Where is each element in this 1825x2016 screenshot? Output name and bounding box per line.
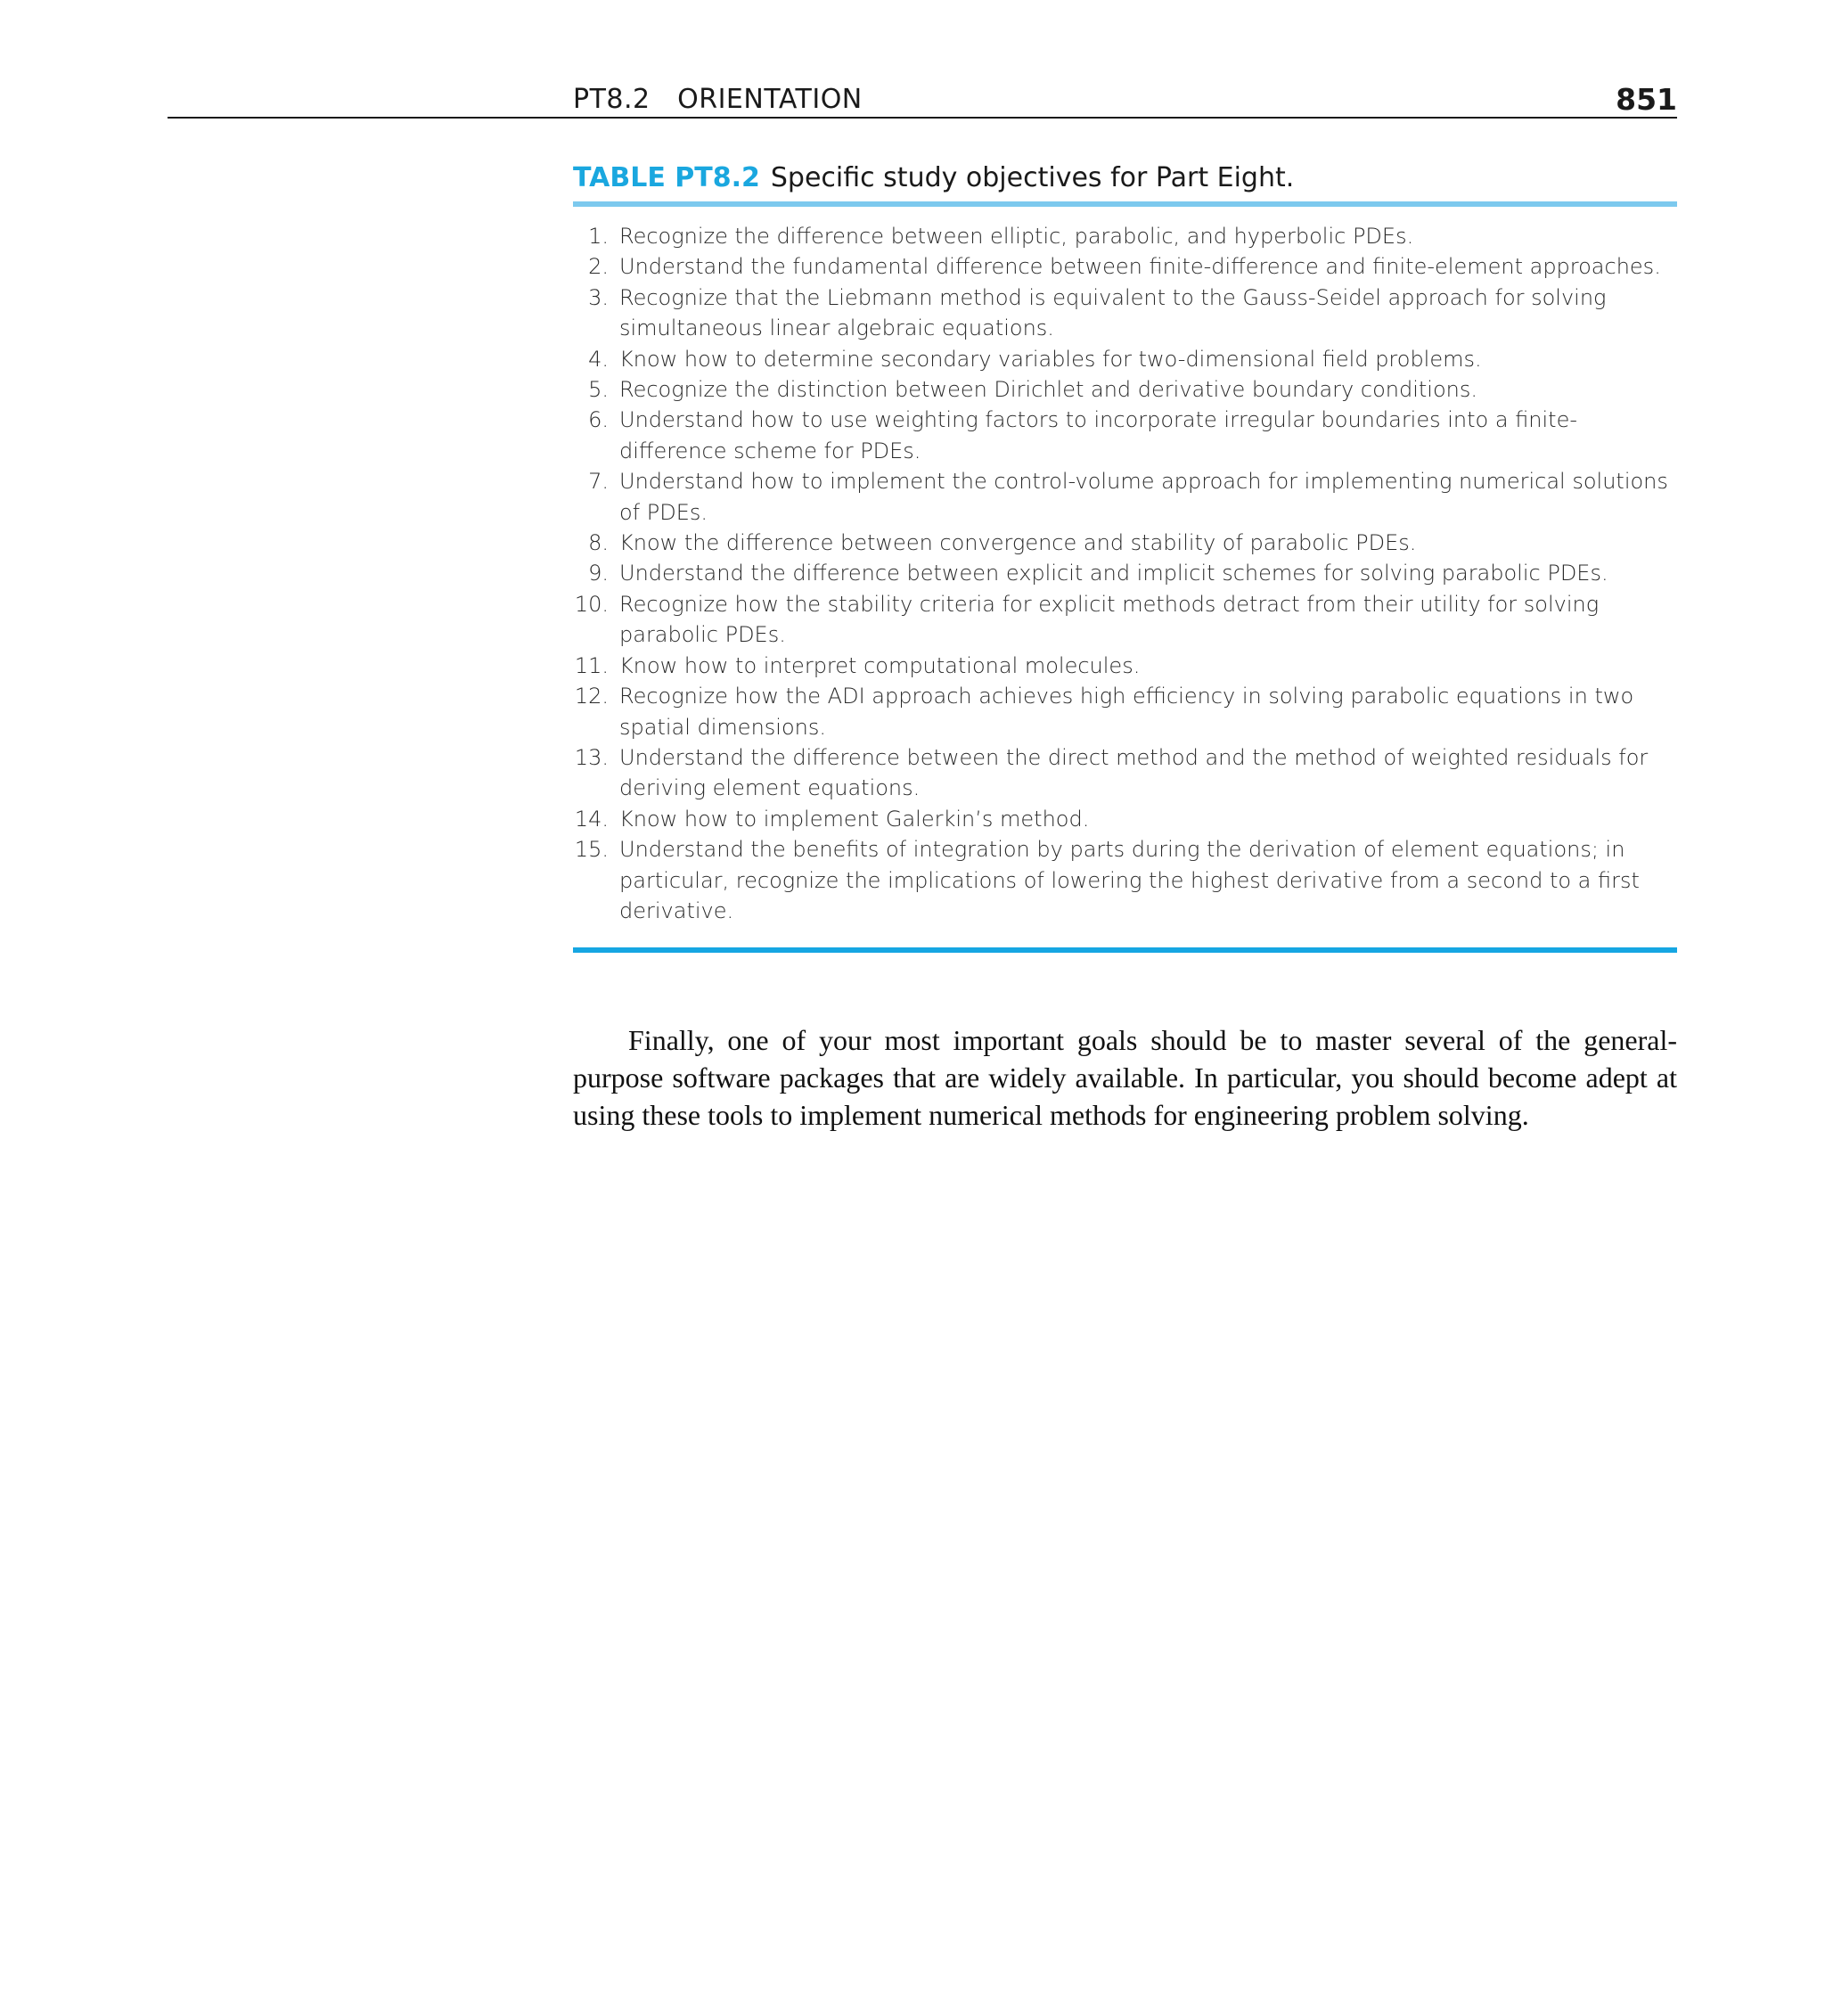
objective-text: Recognize how the ADI approach achieves high efficiency in solving parabolic equations in two spatial dimensions. (619, 684, 1634, 740)
table-caption-text: Specific study objectives for Part Eight. (770, 162, 1295, 193)
objective-item (573, 681, 1677, 742)
objective-text: Know how to interpret computational molecules. (619, 652, 1141, 678)
objective-text: Understand how to implement the control-volume approach for implementing numerical solutions of PDEs. (619, 469, 1668, 525)
objective-text: Understand the difference between the direct method and the method of weighted residuals for deriving element equations. (619, 744, 1649, 801)
objective-number: 8. (588, 530, 609, 556)
header-rule (168, 117, 1677, 119)
objective-item (573, 374, 1677, 405)
objective-text: Know how to implement Galerkin’s method. (619, 806, 1090, 832)
objective-item (573, 221, 1677, 251)
objective-item (573, 804, 1677, 834)
objective-item (573, 589, 1677, 651)
objective-text: Know how to determine secondary variables for two-dimensional field problems. (619, 346, 1482, 372)
objectives-table (573, 159, 1677, 953)
table-bottom-rule (573, 947, 1677, 953)
objective-number: 3. (588, 284, 609, 310)
objective-text: Understand how to use weighting factors to incorporate irregular boundaries into a finite-difference scheme for PDEs. (619, 407, 1578, 463)
objective-item (573, 528, 1677, 558)
objective-number: 12. (574, 684, 609, 709)
table-label: TABLE PT8.2 (573, 162, 760, 193)
objective-number: 13. (574, 744, 609, 770)
page-number: 851 (1616, 82, 1677, 117)
objective-text: Recognize that the Liebmann method is equivalent to the Gauss-Seidel approach for solving simultaneous linear algebraic equations. (619, 284, 1607, 341)
objective-item (573, 344, 1677, 374)
objective-number: 1. (588, 224, 609, 249)
objective-item (573, 834, 1677, 926)
running-head (573, 84, 1677, 119)
objective-text: Understand the benefits of integration by parts during the derivation of element equations; in particular, recognize the implications of lowering the highest derivative from a second to a first derivative. (619, 837, 1640, 923)
objective-item (573, 558, 1677, 588)
objective-item (573, 651, 1677, 681)
objective-item (573, 405, 1677, 466)
table-caption (573, 159, 1677, 198)
objective-text: Know the difference between convergence and stability of parabolic PDEs. (619, 530, 1417, 556)
objective-text: Recognize the difference between elliptic, parabolic, and hyperbolic PDEs. (619, 224, 1414, 249)
objective-number: 10. (574, 591, 609, 617)
objective-text: Recognize the distinction between Dirichlet and derivative boundary conditions. (619, 377, 1477, 403)
objectives-list (573, 221, 1677, 926)
objective-number: 2. (588, 254, 609, 280)
objective-number: 6. (588, 407, 609, 433)
objective-text: Recognize how the stability criteria for explicit methods detract from their utility for solving parabolic PDEs. (619, 591, 1600, 648)
objective-item (573, 251, 1677, 282)
objective-number: 15. (574, 837, 609, 863)
objective-number: 7. (588, 469, 609, 495)
objective-text: Understand the difference between explicit and implicit schemes for solving parabolic PDEs. (619, 561, 1608, 586)
objective-number: 11. (574, 652, 609, 678)
objective-item (573, 283, 1677, 344)
objective-number: 5. (588, 377, 609, 403)
objective-number: 9. (588, 561, 609, 586)
objective-item (573, 466, 1677, 528)
objective-item (573, 742, 1677, 804)
objective-text: Understand the fundamental difference between finite-difference and finite-element approaches. (619, 254, 1661, 280)
objective-number: 14. (574, 806, 609, 832)
objective-number: 4. (588, 346, 609, 372)
body-paragraph: Finally, one of your most important goals should be to master several of the general-purpose software packages that are widely available. In particular, you should become adept at using these tools to implement numerical methods for engineering problem solving. (573, 1024, 1677, 1131)
table-top-rule (573, 201, 1677, 207)
section-label: PT8.2 ORIENTATION (573, 84, 863, 115)
